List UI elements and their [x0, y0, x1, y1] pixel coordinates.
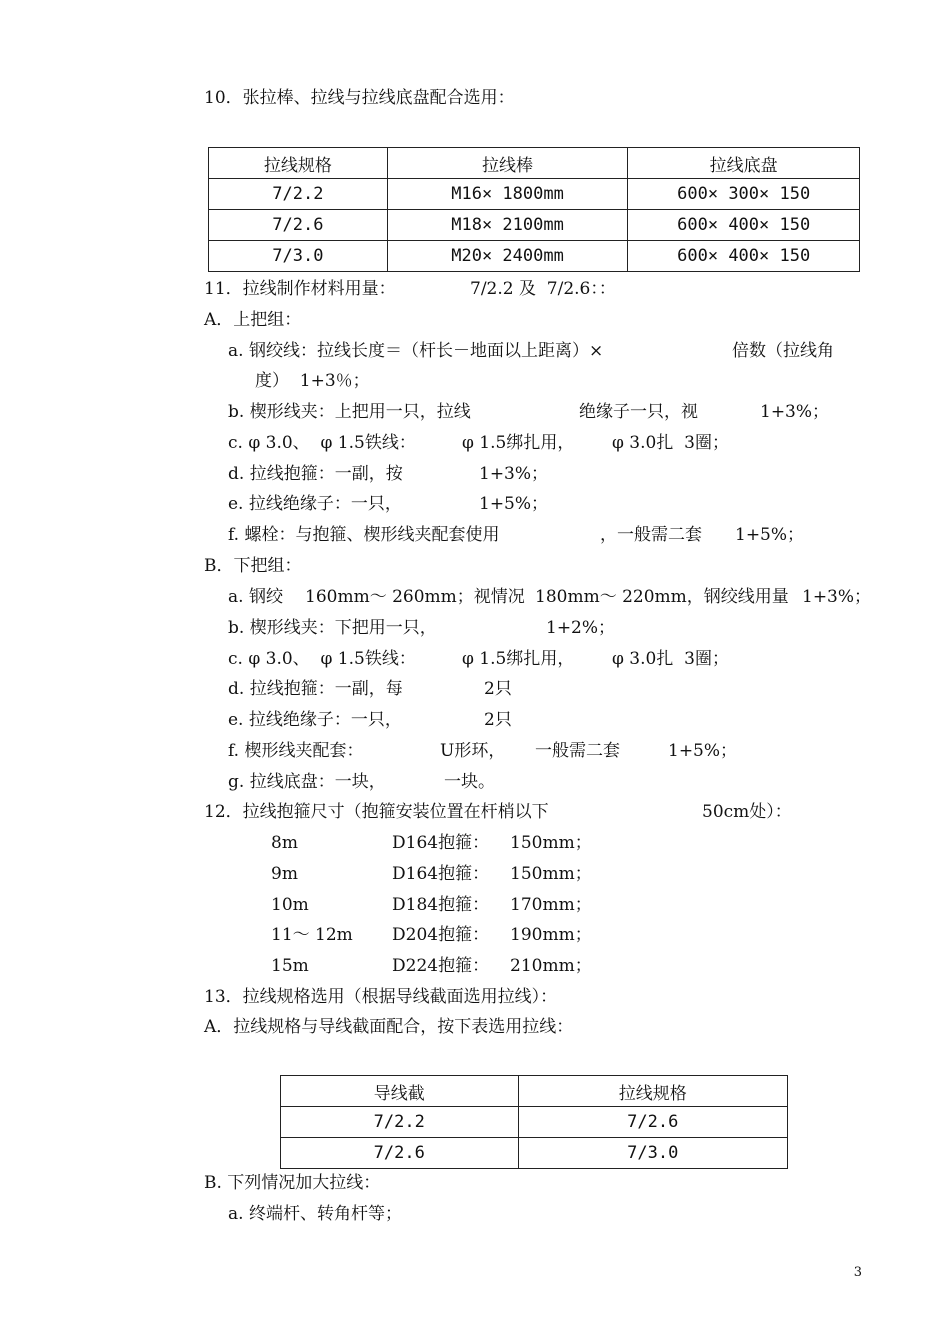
table-cell: 7/3.0: [518, 1138, 787, 1169]
pole-length: 9m: [271, 864, 298, 884]
list-item-text: U形环，: [440, 741, 506, 761]
section-12-text: 12．拉线抱箍尺寸（抱箍安装位置在杆梢以下: [204, 802, 549, 822]
table-cell: 600× 300× 150: [628, 179, 860, 210]
hoop-type: D164抱箍：: [392, 864, 490, 884]
table-row: [209, 210, 860, 241]
table-cell: 600× 400× 150: [628, 210, 860, 241]
list-item-text: b. 楔形线夹：下把用一只，: [228, 618, 437, 638]
list-item-text: ，一般需二套: [600, 525, 702, 545]
upper-group-heading: A．上把组：: [204, 310, 302, 330]
hoop-type: D204抱箍：: [392, 925, 490, 945]
hoop-type: D224抱箍：: [392, 956, 490, 976]
list-item-text: c. φ 3.0、 φ 1.5铁线：: [228, 433, 416, 453]
list-item-text: 一块。: [444, 772, 495, 792]
table-cell: M18× 2100mm: [387, 210, 628, 241]
table-row: [209, 179, 860, 210]
list-item-text: g. 拉线底盘：一块，: [228, 772, 386, 792]
list-item-text: e. 拉线绝缘子：一只，: [228, 710, 402, 730]
list-item-text: φ 1.5绑扎用，: [462, 433, 575, 453]
list-item-text: d. 拉线抱箍：一副，每: [228, 679, 403, 699]
list-item-text: 160mm～ 260mm；视情况: [305, 587, 525, 607]
list-item-text: d. 拉线抱箍：一副，按: [228, 464, 403, 484]
table-cell: 7/2.2: [281, 1107, 519, 1138]
list-item-text: a. 钢绞: [228, 587, 283, 607]
list-item-text: 1+5%；: [479, 494, 549, 514]
hoop-size: 170mm；: [510, 895, 592, 915]
table-header-row: [209, 148, 860, 179]
section-13a-text: A．拉线规格与导线截面配合，按下表选用拉线：: [204, 1017, 574, 1037]
table-header-row: [281, 1076, 788, 1107]
table-header-cell: 导线截: [281, 1076, 519, 1107]
list-item-text: 度） 1+3％；: [255, 371, 370, 391]
list-item-text: 1+5%；: [668, 741, 738, 761]
list-item-text: φ 3.0扎 3圈；: [612, 433, 729, 453]
section-11-text: 11．拉线制作材料用量：: [204, 279, 396, 299]
pole-length: 11～ 12m: [271, 925, 353, 945]
table-cell: M20× 2400mm: [387, 241, 628, 272]
table-cell: 7/2.6: [518, 1107, 787, 1138]
hoop-size: 150mm；: [510, 864, 592, 884]
table-cell: 7/2.6: [209, 210, 388, 241]
list-item-text: φ 1.5绑扎用，: [462, 649, 575, 669]
list-item-text: 绝缘子一只，视: [579, 402, 698, 422]
section-12-text: 50cm处）：: [702, 802, 792, 822]
list-item-text: 1+2%；: [546, 618, 616, 638]
table-row: [281, 1107, 788, 1138]
list-item-text: c. φ 3.0、 φ 1.5铁线：: [228, 649, 416, 669]
hoop-type: D164抱箍：: [392, 833, 490, 853]
list-item-text: 倍数（拉线角: [732, 341, 834, 361]
table-header-cell: 拉线规格: [209, 148, 388, 179]
list-item-text: 2只: [484, 710, 512, 730]
list-item-text: a. 钢绞线：拉线长度＝（杆长－地面以上距离）×: [228, 341, 604, 361]
pole-length: 10m: [271, 895, 309, 915]
list-item-text: 2只: [484, 679, 512, 699]
list-item-text: f. 楔形线夹配套：: [228, 741, 364, 761]
table-header-cell: 拉线规格: [518, 1076, 787, 1107]
list-item-text: 1+3%；: [479, 464, 549, 484]
table-header-cell: 拉线底盘: [628, 148, 860, 179]
table-conductor-stay: [280, 1075, 788, 1169]
hoop-size: 210mm；: [510, 956, 592, 976]
list-item-text: 1+5%；: [735, 525, 805, 545]
lower-group-heading: B．下把组：: [204, 556, 302, 576]
page-number: 3: [853, 1265, 862, 1280]
list-item-text: f. 螺栓：与抱箍、楔形线夹配套使用: [228, 525, 500, 545]
list-item-text: e. 拉线绝缘子：一只，: [228, 494, 402, 514]
table-cell: M16× 1800mm: [387, 179, 628, 210]
pole-length: 8m: [271, 833, 298, 853]
list-item-text: 1+3%；: [802, 587, 872, 607]
list-item-text: φ 3.0扎 3圈；: [612, 649, 729, 669]
hoop-size: 150mm；: [510, 833, 592, 853]
section-10-heading: 10．张拉棒、拉线与拉线底盘配合选用：: [204, 88, 515, 108]
list-item-text: 1+3%；: [760, 402, 830, 422]
section-13b-item: a. 终端杆、转角杆等；: [228, 1204, 402, 1224]
list-item-text: b. 楔形线夹：上把用一只，拉线: [228, 402, 471, 422]
table-row: [281, 1138, 788, 1169]
hoop-type: D184抱箍：: [392, 895, 490, 915]
table-stay-components: [208, 147, 860, 272]
table-cell: 600× 400× 150: [628, 241, 860, 272]
pole-length: 15m: [271, 956, 309, 976]
table-header-cell: 拉线棒: [387, 148, 628, 179]
table-cell: 7/2.2: [209, 179, 388, 210]
hoop-size: 190mm；: [510, 925, 592, 945]
table-cell: 7/3.0: [209, 241, 388, 272]
list-item-text: 180mm～ 220mm，钢绞线用量: [535, 587, 789, 607]
table-cell: 7/2.6: [281, 1138, 519, 1169]
section-13b-text: B. 下列情况加大拉线：: [204, 1173, 381, 1193]
section-13-heading: 13．拉线规格选用（根据导线截面选用拉线）：: [204, 987, 558, 1007]
section-11-spec: 7/2.2 及 7/2.6：：: [470, 279, 616, 299]
list-item-text: 一般需二套: [535, 741, 620, 761]
table-row: [209, 241, 860, 272]
